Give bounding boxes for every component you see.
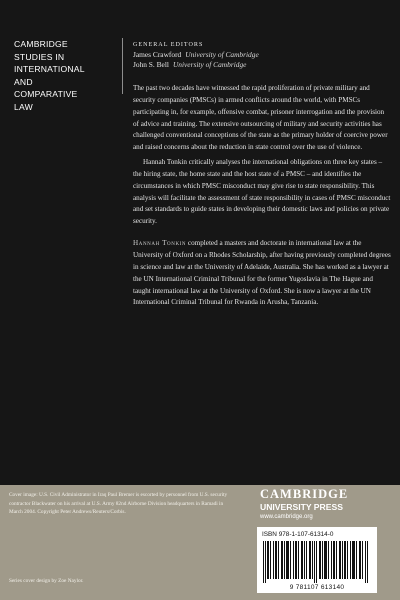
editor-row [133,60,388,70]
description-paragraph: The past two decades have witnessed the rapid proliferation of private military and security companies (PMSCs) in armed conflicts around the world, with PMSCs participating in, for example, offensive combat, prisoner interrogation and the provision of advice and training. The extensive outsourcing of military and security activities has challenged conventional conceptions of the state as the primary holder of coercive power and raised concerns about the reduction in state control over the use of violence. [133,84,388,152]
publisher-logo: CAMBRIDGE [260,487,349,501]
series-line: LAW [14,101,33,112]
barcode-icon [263,541,371,583]
author-bio-text: completed a masters and doctorate in international law at the University of Oxford on a Rhodes Scholarship, after having previously completed degrees in science and law at the University of Adelaide, Australia. She has worked as a lawyer at the UN International Criminal Tribunal for the former Yugoslavia in The Hague and taught international law at the University of Oxford. She is now a lawyer at the UN International Criminal Tribunal for Rwanda in Arusha, Tanzania. [133,239,391,307]
author-bio [133,238,391,309]
series-line: STUDIES IN [14,51,65,62]
series-title [14,38,114,114]
design-credit: Series cover design by Zoe Naylor. [9,578,84,584]
publisher-url: www.cambridge.org [260,514,313,520]
editor-name: John S. Bell [133,60,169,69]
editor-affiliation: University of Cambridge [172,60,247,69]
description-paragraph: Hannah Tonkin critically analyses the international obligations on three key states – the hiring state, the home state and the host state of a PMSC – and identifies the circumstances in which PMSC misconduct may give rise to state responsibility. This analysis will facilitate the assessment of state responsibility in cases of PMSC misconduct and set standards to guide states in developing their domestic laws and policies on private security. [133,158,391,226]
editor-row [133,50,388,60]
editors-heading: GENERAL EDITORS [133,42,204,48]
editor-name: James Crawford [133,50,182,59]
series-line: AND [14,76,33,87]
series-line: INTERNATIONAL [14,64,85,75]
series-line: CAMBRIDGE [14,39,68,49]
editor-affiliation: University of Cambridge [185,50,259,59]
barcode-number: 9 781107 613140 [289,584,345,591]
cover-image-credit: Cover image: U.S. Civil Administrator in Iraq Paul Bremer is escorted by personnel from U.S. security contractor Blackwater on his arrival at U.S. Army 82nd Airborne Division headquarters in Ramadi in March 2004. Copyright Peter Andrews/Reuters/Corbis. [9,492,228,515]
book-description [133,83,391,309]
isbn-label: ISBN 978-1-107-61314-0 [262,531,334,538]
publisher-subline: UNIVERSITY PRESS [260,502,343,512]
series-line: COMPARATIVE [14,89,78,100]
author-name: Hannah Tonkin [133,239,187,248]
vertical-divider [122,38,123,94]
general-editors [133,40,388,70]
